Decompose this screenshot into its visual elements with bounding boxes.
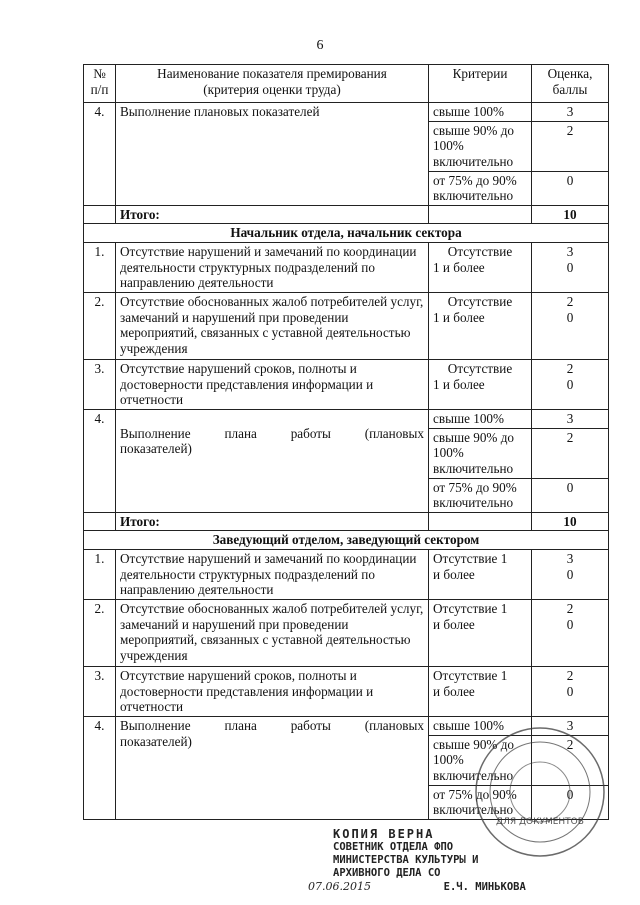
copy-mark: КОПИЯ ВЕРНА xyxy=(333,827,435,841)
score: 2 xyxy=(532,121,609,171)
criterion: свыше 100% xyxy=(429,103,532,122)
row-num: 4. xyxy=(84,409,116,512)
criterion: Отсутствие 1 xyxy=(433,600,508,616)
score: 0 xyxy=(532,478,609,512)
criterion: Отсутствие 1 xyxy=(433,667,508,683)
table-row xyxy=(84,666,609,716)
criterion: свыше 100% xyxy=(429,409,532,428)
section-title: Заведующий отделом, заведующий сектором xyxy=(84,531,609,550)
score: 0 xyxy=(566,566,574,582)
row-indicator: Отсутствие нарушений сроков, полноты и достоверности представления информации и отчетности xyxy=(116,359,429,409)
indicator-line2: показателей) xyxy=(120,441,192,457)
criterion: свыше 100% xyxy=(429,716,532,735)
score: 3 xyxy=(566,243,574,259)
row-num: 4. xyxy=(84,716,116,819)
row-num: 2. xyxy=(84,292,116,359)
table-row xyxy=(84,549,609,599)
criterion: 1 и более xyxy=(433,259,485,275)
criterion: 1 и более xyxy=(433,309,485,325)
total-row xyxy=(84,205,609,224)
header-name xyxy=(116,65,429,103)
score: 0 xyxy=(566,309,574,325)
table-row xyxy=(84,409,609,428)
row-num: 3. xyxy=(84,666,116,716)
table-row xyxy=(84,242,609,292)
bonus-criteria-table xyxy=(83,64,609,820)
cert-line1: СОВЕТНИК ОТДЕЛА ФПО xyxy=(333,841,454,853)
certification-stamp xyxy=(308,827,526,894)
header-name-line2: (критерия оценки труда) xyxy=(203,81,341,97)
row-num: 2. xyxy=(84,599,116,666)
page-number: 6 xyxy=(316,38,324,53)
row-num: 1. xyxy=(84,242,116,292)
cert-signer: Е.Ч. МИНЬКОВА xyxy=(443,881,526,893)
row-indicator: Отсутствие нарушений сроков, полноты и достоверности представления информации и отчетности xyxy=(116,666,429,716)
criterion: свыше 90% до 100% включительно xyxy=(429,428,532,478)
score: 0 xyxy=(566,683,574,699)
header-name-line1: Наименование показателя премирования xyxy=(157,66,387,81)
header-score: Оценка, баллы xyxy=(532,65,609,103)
criterion: от 75% до 90% включительно xyxy=(429,171,532,205)
section-title-row xyxy=(84,531,609,550)
score: 2 xyxy=(566,600,574,616)
table-header-row xyxy=(84,65,609,103)
row-num: 1. xyxy=(84,549,116,599)
criterion: свыше 90% до 100% включительно xyxy=(429,121,532,171)
row-indicator: Отсутствие обоснованных жалоб потребителей услуг, замечаний и нарушений при проведении мероприятий, связанных с уставной деятельностью учреждения xyxy=(116,599,429,666)
criterion: свыше 90% до 100% включительно xyxy=(429,735,532,785)
criterion: 1 и более xyxy=(433,376,485,392)
score: 3 xyxy=(532,716,609,735)
criterion: и более xyxy=(433,566,475,582)
indicator-line1: Выполнение плана работы (плановых xyxy=(120,717,424,733)
table-row xyxy=(84,292,609,359)
total-label: Итого: xyxy=(116,205,429,224)
score: 3 xyxy=(532,409,609,428)
section-title-row xyxy=(84,224,609,243)
cert-line3: АРХИВНОГО ДЕЛА СО xyxy=(333,867,441,879)
score: 0 xyxy=(566,616,574,632)
header-criteria: Критерии xyxy=(429,65,532,103)
cert-line2: МИНИСТЕРСТВА КУЛЬТУРЫ И xyxy=(333,854,479,866)
table-row xyxy=(84,599,609,666)
table-row xyxy=(84,103,609,122)
total-value: 10 xyxy=(532,512,609,531)
score: 2 xyxy=(532,735,609,785)
criterion: Отсутствие xyxy=(447,360,513,376)
row-indicator xyxy=(116,409,429,512)
row-indicator: Отсутствие нарушений и замечаний по координации деятельности структурных подразделений по направлению деятельности xyxy=(116,242,429,292)
row-num: 4. xyxy=(84,103,116,206)
total-row xyxy=(84,512,609,531)
score: 3 xyxy=(566,550,574,566)
indicator-line1: Выполнение плана работы (плановых xyxy=(120,425,424,441)
total-value: 10 xyxy=(532,205,609,224)
score: 2 xyxy=(566,293,574,309)
score: 2 xyxy=(532,428,609,478)
criterion: Отсутствие 1 xyxy=(433,550,508,566)
criterion: от 75% до 90% включительно xyxy=(429,785,532,819)
cert-date: 07.06.2015 xyxy=(308,880,371,893)
criterion: и более xyxy=(433,616,475,632)
row-num: 3. xyxy=(84,359,116,409)
score: 0 xyxy=(566,259,574,275)
total-label: Итого: xyxy=(116,512,429,531)
score: 3 xyxy=(532,103,609,122)
criterion: от 75% до 90% включительно xyxy=(429,478,532,512)
header-num: № п/п xyxy=(84,65,116,103)
row-indicator: Отсутствие нарушений и замечаний по координации деятельности структурных подразделений по направлению деятельности xyxy=(116,549,429,599)
criterion: и более xyxy=(433,683,475,699)
score: 0 xyxy=(532,785,609,819)
criterion: Отсутствие xyxy=(447,243,513,259)
score: 0 xyxy=(566,376,574,392)
row-indicator: Отсутствие обоснованных жалоб потребителей услуг, замечаний и нарушений при проведении мероприятий, связанных с уставной деятельностью учреждения xyxy=(116,292,429,359)
table-row xyxy=(84,359,609,409)
score: 2 xyxy=(566,360,574,376)
indicator-line2: показателей) xyxy=(120,733,192,749)
row-indicator: Выполнение плановых показателей xyxy=(116,103,429,206)
row-indicator xyxy=(116,716,429,819)
seal-text: ДЛЯ ДОКУМЕНТОВ xyxy=(496,817,584,827)
score: 0 xyxy=(532,171,609,205)
score: 2 xyxy=(566,667,574,683)
criterion: Отсутствие xyxy=(447,293,513,309)
section-title: Начальник отдела, начальник сектора xyxy=(84,224,609,243)
